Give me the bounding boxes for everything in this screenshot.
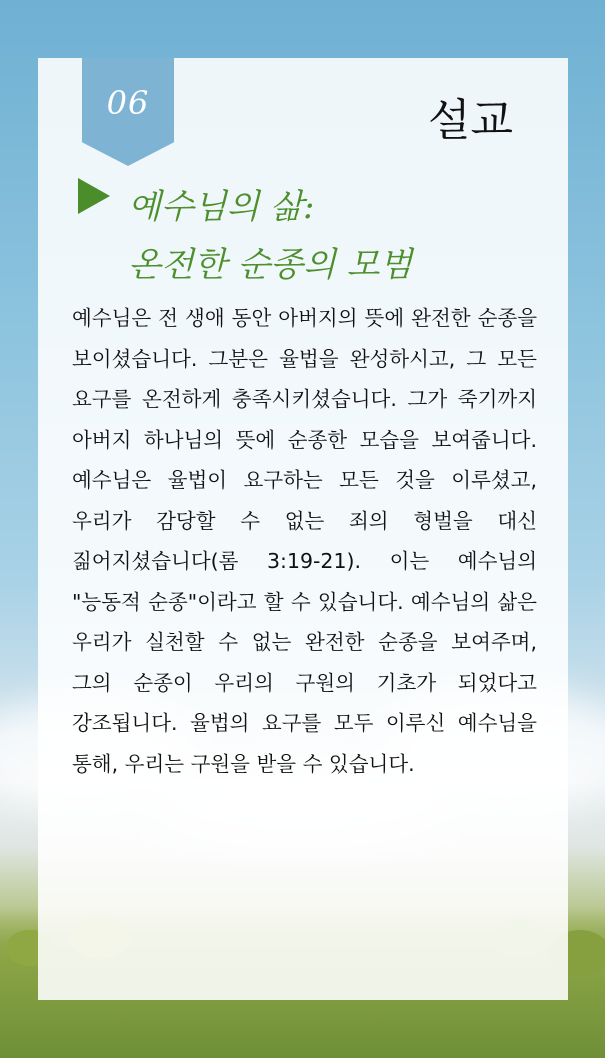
play-triangle-icon xyxy=(78,178,110,214)
badge-number: 06 xyxy=(106,84,150,122)
body-paragraph: 예수님은 전 생애 동안 아버지의 뜻에 완전한 순종을 보이셨습니다. 그분은 율법을 완성하시고, 그 모든 요구를 온전하게 충족시키셨습니다. 그가 죽기까지 아버지 하나님의 뜻에 순종한 모습을 보여줍니다. 예수님은 율법이 요구하는 모든 것을 이루셨고, 우리가 감당할 수 없는 죄의 형벌을 대신 짊어지셨습니다(롬 3:19-21). 이는 예수님의 "능동적 순종"이라고 할 수 있습니다. 예수님의 삶은 우리가 실천할 수 없는 완전한 순종을 보여주며, 그의 순종이 우리의 구원의 기초가 되었다고 강조됩니다. 율법의 요구를 모두 이루신 예수님을 통해, 우리는 구원을 받을 수 있습니다. xyxy=(72,306,537,776)
title-line-1: 예수님의 삶: xyxy=(128,187,315,227)
category-label: 설교 xyxy=(428,95,514,146)
section-title xyxy=(128,178,548,294)
title-line-2: 온전한 순종의 모범 xyxy=(128,245,413,285)
